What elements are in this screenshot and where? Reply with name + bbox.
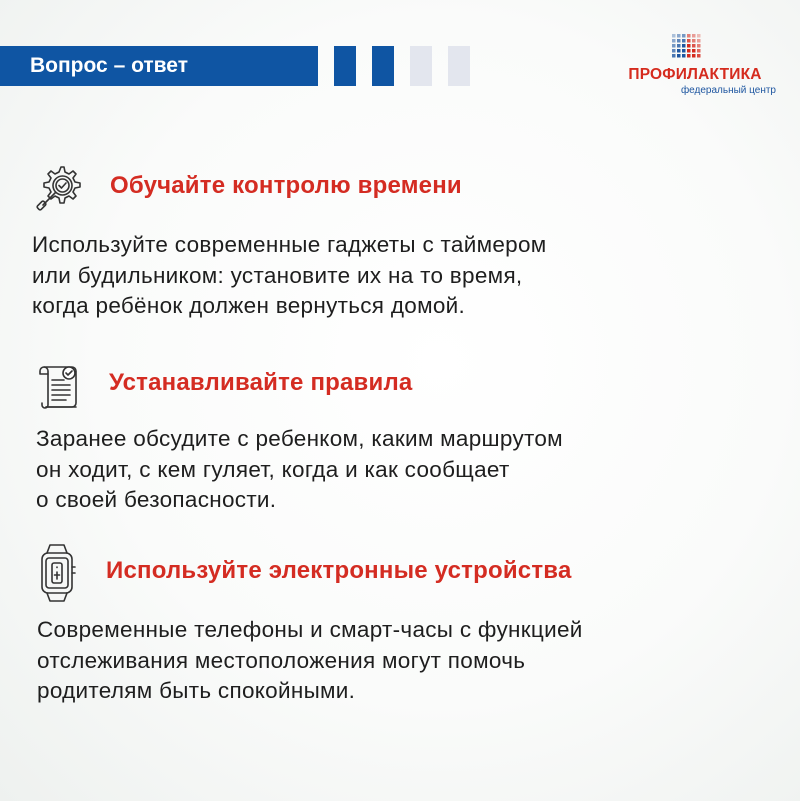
text-line: или будильником: установите их на то время, xyxy=(32,262,523,288)
text-line: Современные телефоны и смарт-часы с функцией xyxy=(37,617,583,642)
tip-text-rules xyxy=(36,424,563,516)
text-line: когда ребёнок должен вернуться домой. xyxy=(32,293,466,318)
text-line: родителям быть спокойными. xyxy=(37,678,356,703)
tip-heading-time-control: Обучайте контролю времени xyxy=(110,172,462,199)
tip-text-time-control xyxy=(32,230,547,322)
tip-heading-devices: Используйте электронные устройства xyxy=(106,557,572,584)
header-banner xyxy=(0,46,318,86)
text-line: Используйте современные гаджеты с таймером xyxy=(32,232,547,257)
header-title: Вопрос – ответ xyxy=(30,54,188,77)
document-check-icon xyxy=(36,363,82,411)
profilaktika-logo xyxy=(610,34,780,104)
text-line: Заранее обсудите с ребенком, каким маршрутом xyxy=(36,426,563,451)
text-line: отслеживания местоположения могут помочь xyxy=(37,647,526,673)
logo-subtitle: федеральный центр xyxy=(680,85,776,96)
header-stripe xyxy=(410,46,432,86)
header-stripe xyxy=(448,46,470,86)
text-line: о своей безопасности. xyxy=(36,487,277,512)
gear-search-icon xyxy=(34,164,88,214)
tip-heading-rules: Устанавливайте правила xyxy=(109,369,413,396)
header-stripe xyxy=(334,46,356,86)
tip-text-devices xyxy=(37,615,583,707)
logo-grid-icon xyxy=(672,34,706,62)
smartwatch-icon xyxy=(38,543,78,603)
text-line: он ходит, с кем гуляет, когда и как сообщает xyxy=(36,456,510,482)
header-stripe xyxy=(372,46,394,86)
logo-name: ПРОФИЛАКТИКА xyxy=(628,66,762,83)
